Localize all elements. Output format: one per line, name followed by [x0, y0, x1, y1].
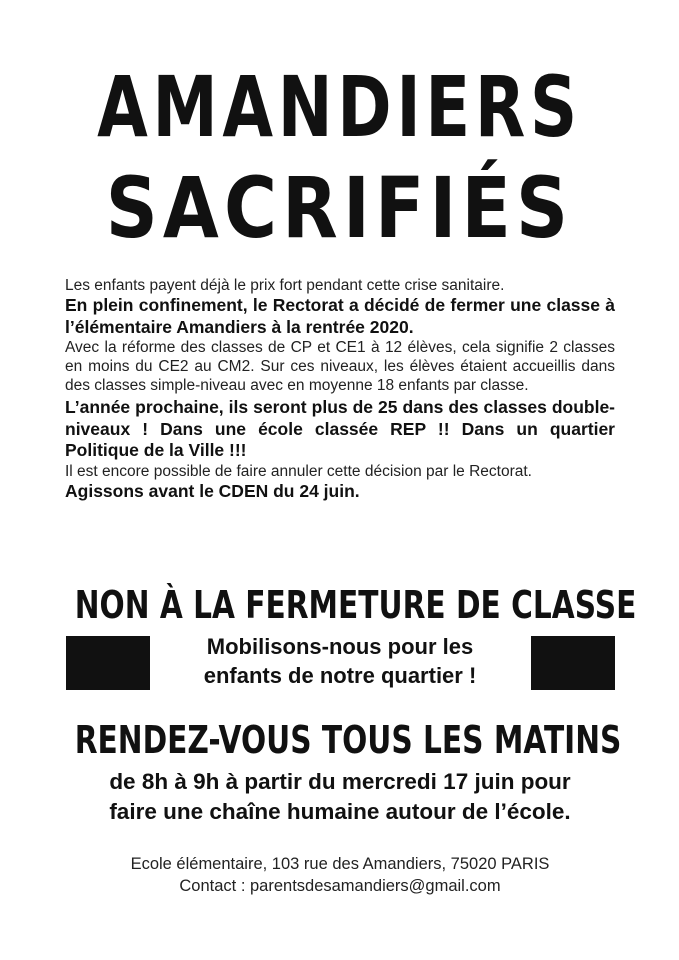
rendezvous-line-2: faire une chaîne humaine autour de l’école. [109, 799, 571, 824]
intro-paragraph-2: En plein confinement, le Rectorat a décidé de fermer une classe à l’élémentaire Amandiers à la rentrée 2020. [65, 295, 615, 337]
rendezvous-line-1: de 8h à 9h à partir du mercredi 17 juin pour [109, 769, 571, 794]
intro-paragraph-4: L’année prochaine, ils seront plus de 25 dans des classes double-niveaux ! Dans une école classée REP !! Dans un quartier Politique de la Ville !!! [65, 397, 615, 460]
non-fermeture-title: NON À LA FERMETURE DE CLASSE [74, 583, 637, 627]
intro-text-block [65, 276, 615, 502]
footer-contact: Contact : parentsdesamandiers@gmail.com [179, 877, 501, 895]
footer [40, 853, 640, 897]
intro-paragraph-6: Agissons avant le CDEN du 24 juin. [65, 480, 360, 501]
footer-address: Ecole élémentaire, 103 rue des Amandiers, 75020 PARIS [130, 855, 550, 873]
mobilise-line-1: Mobilisons-nous pour les [206, 634, 474, 659]
mobilise-line-2: enfants de notre quartier ! [203, 663, 477, 688]
mobilise-text [150, 632, 530, 690]
intro-paragraph-5: Il est encore possible de faire annuler cette décision par le Rectorat. [65, 462, 532, 480]
rendezvous-title: RENDEZ-VOUS TOUS LES MATINS [74, 718, 622, 762]
intro-paragraph-3: Avec la réforme des classes de CP et CE1 à 12 élèves, cela signifie 2 classes en moins du CE2 au CM2. Sur ces niveaux, les élèves étaient accueillis dans des classes simple-niveau avec en moyenne 18 enfants par classe. [65, 339, 615, 394]
headline-line-2: SACRIFIÉS [105, 159, 574, 257]
left-black-block [66, 636, 150, 690]
headline-line-1: AMANDIERS [97, 58, 582, 156]
rendezvous-details [40, 767, 640, 827]
intro-paragraph-1: Les enfants payent déjà le prix fort pendant cette crise sanitaire. [65, 277, 505, 294]
right-black-block [531, 636, 615, 690]
